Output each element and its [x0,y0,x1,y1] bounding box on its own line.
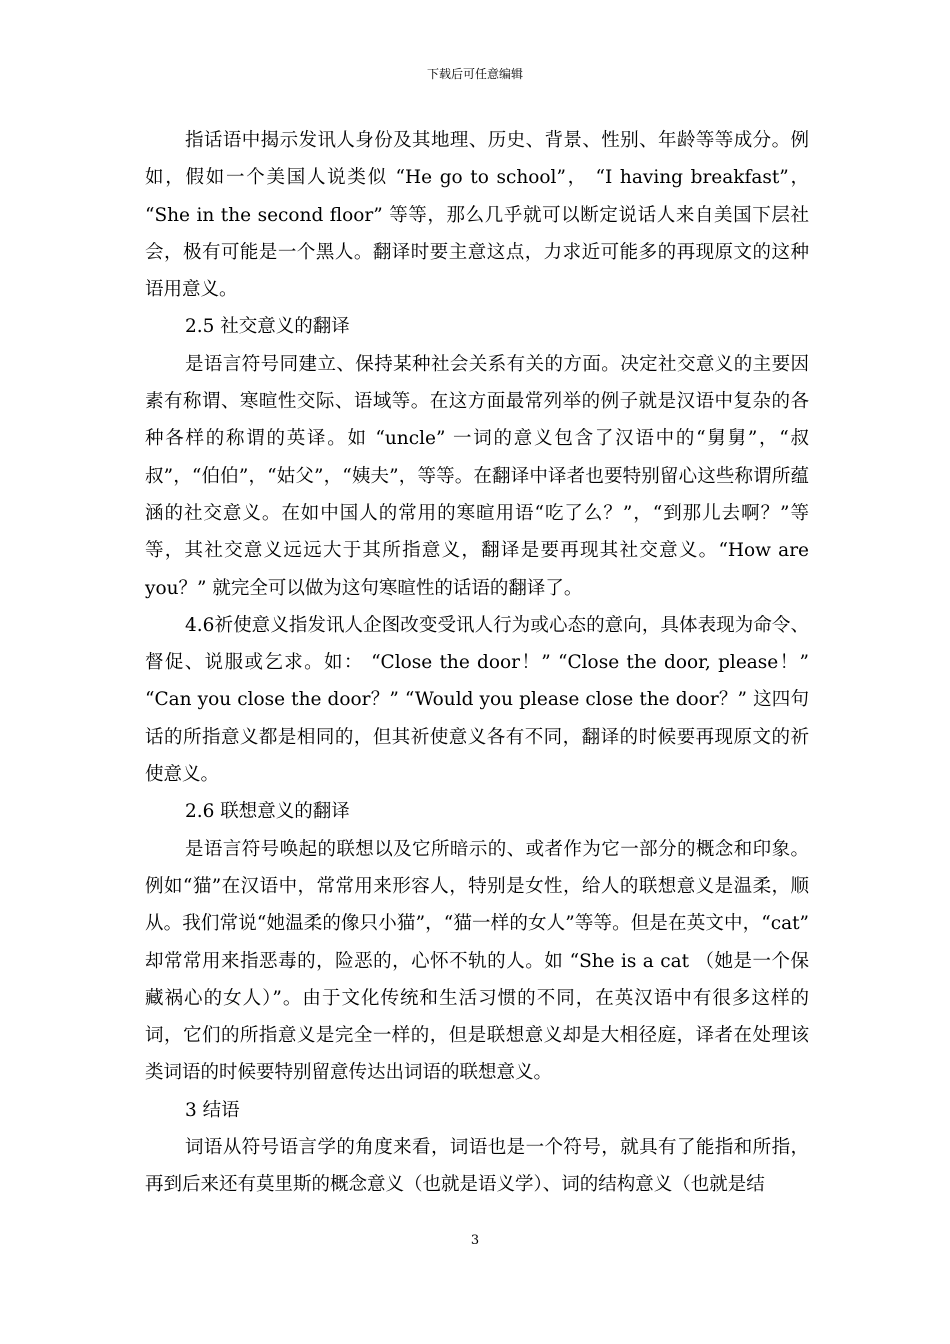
paragraph-sociolinguistic-example: 指话语中揭示发讯人身份及其地理、历史、背景、性别、年龄等等成分。例如，假如一个美国人说类似 “He go to school”， “I having breakfast”， “She in the second floor” 等等，那么几乎就可以断定说话人来自美国下层社会，极有可能是一个黑人。翻译时要主意这点，力求近可能多的再现原文的这种语用意义。 [145,130,809,301]
paragraph-imperative-meaning: 4.6祈使意义指发讯人企图改变受讯人行为或心态的意向，具体表现为命令、督促、说服或乞求。如： “Close the door！” “Close the door, please！” “Can you close the door？” “Would you please close the door？” 这四句话的所指意义都是相同的，但其祈使意义各有不同，翻译的时候要再现原文的祈使意义。 [145,614,809,786]
page-header: 下载后可任意编辑 [426,67,523,81]
section-heading-2-5: 2.5 社交意义的翻译 [185,316,350,338]
paragraph-conclusion: 词语从符号语言学的角度来看，词语也是一个符号，就具有了能指和所指，再到后来还有莫里斯的概念意义（也就是语义学）、词的结构意义（也就是结 [145,1137,809,1196]
page-number: 3 [470,1233,480,1248]
section-heading-3: 3 结语 [185,1099,240,1121]
section-heading-2-6: 2.6 联想意义的翻译 [185,801,350,823]
paragraph-associative-meaning: 是语言符号唤起的联想以及它所暗示的、或者作为它一部分的概念和印象。例如“猫”在汉语中，常常用来形容人，特别是女性，给人的联想意义是温柔，顺从。我们常说“她温柔的像只小猫”，“猫一样的女人”等等。但是在英文中，“cat” 却常常用来指恶毒的，险恶的，心怀不轨的人。如 “She is a cat （她是一个保藏祸心的女人）”。由于文化传统和生活习惯的不同，在英汉语中有很多这样的词，它们的所指意义是完全一样的，但是联想意义却是大相径庭，译者在处理该类词语的时候要特别留意传达出词语的联想意义。 [145,838,809,1084]
paragraph-social-meaning: 是语言符号同建立、保持某种社会关系有关的方面。决定社交意义的主要因素有称谓、寒暄性交际、语域等。在这方面最常列举的例子就是汉语中复杂的各种各样的称谓的英译。如 “uncle” 一词的意义包含了汉语中的“舅舅”，“叔叔”，“伯伯”，“姑父”，“姨夫”，等等。在翻译中译者也要特别留心这些称谓所蕴涵的社交意义。在如中国人的常用的寒暄用语“吃了么？”，“到那儿去啊？”等等，其社交意义远远大于其所指意义，翻译是要再现其社交意义。“How are you？” 就完全可以做为这句寒暄性的话语的翻译了。 [145,353,809,599]
document-body [145,122,809,1204]
